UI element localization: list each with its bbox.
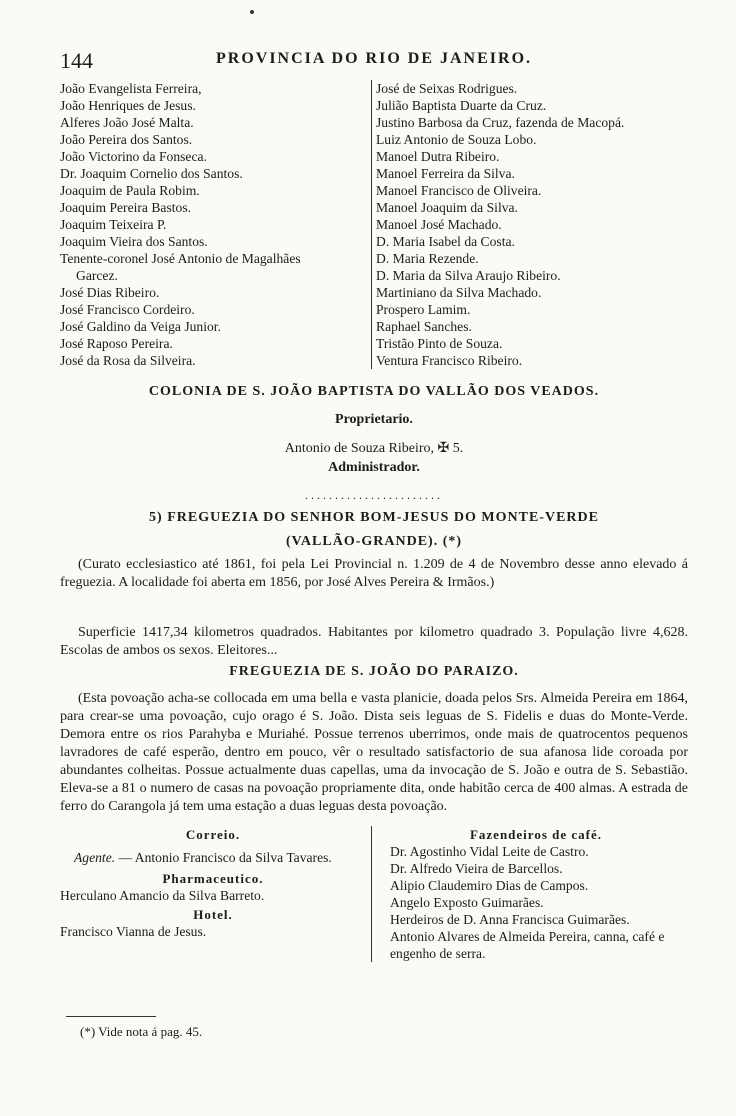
list-item: João Pereira dos Santos. bbox=[60, 132, 193, 147]
pharmaceutico-heading: Pharmaceutico. bbox=[162, 871, 264, 886]
list-item: José Dias Ribeiro. bbox=[60, 285, 160, 300]
list-item: Justino Barbosa da Cruz, fazenda de Macopá. bbox=[376, 115, 625, 130]
list-item: Tristão Pinto de Souza. bbox=[376, 336, 503, 351]
list-item: Prospero Lamim. bbox=[376, 302, 471, 317]
paraizo-description-paragraph: (Esta povoação acha-se collocada em uma bella e vasta planicie, doada pelos Srs. Almeida Pereira em 1864, para crear-se uma povoação, cujo orago é S. João. Dista seis leguas de S. Fidelis e duas do Monte-Verde. Demora entre os rios Parahyba e Muriahé. Possue terrenos uberrimos, onde mais de quatrocentos pequenos lavradores de café esperão, dentro em pouco, vêr o resultado satisfactorio de sua afanosa lide coroada por abundantes colheitas. Possue actualmente duas capellas, uma da invocação de S. João e outra de S. Sebastião. Eleva-se a 81 o numero de casas na povoação propriamente dita, onde habitão cerca de 400 almas. A estrada de ferro do Carangola já tem uma estação a duas leguas desta povoação. bbox=[60, 691, 688, 814]
list-item: João Henriques de Jesus. bbox=[60, 98, 196, 113]
colonia-title: COLONIA DE S. JOÃO BAPTISTA DO VALLÃO DOS VEADOS. bbox=[148, 384, 600, 399]
administrador-heading: Administrador. bbox=[328, 460, 420, 475]
correio-entry bbox=[60, 849, 366, 866]
paraizo-services-column bbox=[60, 826, 366, 940]
list-item: José Galdino da Veiga Junior. bbox=[60, 319, 221, 334]
list-item: Manoel Dutra Ribeiro. bbox=[376, 149, 500, 164]
freguezia-monte-verde-subtitle: (VALLÃO-GRANDE). (*) bbox=[285, 534, 463, 549]
list-item: Joaquim Teixeira P. bbox=[60, 217, 167, 232]
right-name-list bbox=[371, 80, 696, 369]
list-item: Manoel José Machado. bbox=[376, 217, 502, 232]
list-item: Dr. Agostinho Vidal Leite de Castro. bbox=[390, 844, 589, 859]
list-item: Ventura Francisco Ribeiro. bbox=[376, 353, 523, 368]
list-item: Manoel Ferreira da Silva. bbox=[376, 166, 515, 181]
list-item: João Victorino da Fonseca. bbox=[60, 149, 207, 164]
hotel-heading: Hotel. bbox=[193, 907, 233, 922]
hotel-name: Francisco Vianna de Jesus. bbox=[60, 924, 207, 939]
list-item: João Evangelista Ferreira, bbox=[60, 81, 202, 96]
list-item: José de Seixas Rodrigues. bbox=[376, 81, 518, 96]
list-item: Alipio Claudemiro Dias de Campos. bbox=[390, 878, 589, 893]
freguezia-paraizo-title: FREGUEZIA DE S. JOÃO DO PARAIZO. bbox=[229, 664, 519, 679]
list-item: Martiniano da Silva Machado. bbox=[376, 285, 542, 300]
list-item: Dr. Alfredo Vieira de Barcellos. bbox=[390, 861, 563, 876]
dotted-separator: ....................... bbox=[305, 488, 443, 502]
list-item: Joaquim Vieira dos Santos. bbox=[60, 234, 208, 249]
proprietario-heading: Proprietario. bbox=[335, 412, 413, 427]
footnote-rule bbox=[66, 1016, 156, 1017]
freguezia-monte-verde-title: 5) FREGUEZIA DO SENHOR BOM-JESUS DO MONTE-VERDE bbox=[149, 510, 599, 525]
pharmaceutico-name: Herculano Amancio da Silva Barreto. bbox=[60, 888, 265, 903]
list-item: Luiz Antonio de Souza Lobo. bbox=[376, 132, 537, 147]
footnote: (*) Vide nota á pag. 45. bbox=[80, 1024, 203, 1039]
fazendeiros-column bbox=[371, 826, 696, 962]
agente-text: — Antonio Francisco da Silva Tavares. bbox=[118, 850, 332, 865]
list-item: José Francisco Cordeiro. bbox=[60, 302, 195, 317]
list-item: Antonio Alvares de Almeida Pereira, canna, café e engenho de serra. bbox=[390, 929, 665, 961]
page-header bbox=[60, 48, 688, 76]
ink-dot bbox=[250, 10, 254, 14]
list-item: Joaquim Pereira Bastos. bbox=[60, 200, 192, 215]
list-item: José Raposo Pereira. bbox=[60, 336, 173, 351]
list-item: Raphael Sanches. bbox=[376, 319, 472, 334]
list-item: D. Maria da Silva Araujo Ribeiro. bbox=[376, 268, 561, 283]
monte-verde-stats-paragraph: Superficie 1417,34 kilometros quadrados. Habitantes por kilometro quadrado 3. População livre 4,628. Escolas de ambos os sexos. Eleitores... bbox=[60, 625, 688, 658]
list-item: Manoel Joaquim da Silva. bbox=[376, 200, 518, 215]
list-item: Alferes João José Malta. bbox=[60, 115, 194, 130]
correio-heading: Correio. bbox=[185, 827, 241, 842]
left-name-list bbox=[60, 80, 366, 369]
list-item: D. Maria Rezende. bbox=[376, 251, 479, 266]
list-item: Julião Baptista Duarte da Cruz. bbox=[376, 98, 547, 113]
page-number: 144 bbox=[60, 48, 93, 73]
list-item: Angelo Exposto Guimarães. bbox=[390, 895, 544, 910]
list-item: José da Rosa da Silveira. bbox=[60, 353, 196, 368]
fazendeiros-heading: Fazendeiros de café. bbox=[469, 827, 603, 842]
list-item: Garcez. bbox=[76, 268, 118, 283]
running-title: PROVINCIA DO RIO DE JANEIRO. bbox=[215, 50, 533, 67]
list-item: Joaquim de Paula Robim. bbox=[60, 183, 200, 198]
list-item: D. Maria Isabel da Costa. bbox=[376, 234, 515, 249]
list-item: Tenente-coronel José Antonio de Magalhães bbox=[60, 251, 301, 266]
proprietario-name: Antonio de Souza Ribeiro, ✠ 5. bbox=[284, 441, 464, 456]
agente-label: Agente. bbox=[74, 850, 116, 865]
monte-verde-history-paragraph: (Curato ecclesiastico até 1861, foi pela Lei Provincial n. 1.209 de 4 de Novembro desse anno elevado á freguezia. A localidade foi aberta em 1856, por José Alves Pereira & Irmãos.) bbox=[60, 557, 688, 590]
list-item: Dr. Joaquim Cornelio dos Santos. bbox=[60, 166, 243, 181]
list-item: Manoel Francisco de Oliveira. bbox=[376, 183, 542, 198]
list-item: Herdeiros de D. Anna Francisca Guimarães. bbox=[390, 912, 630, 927]
